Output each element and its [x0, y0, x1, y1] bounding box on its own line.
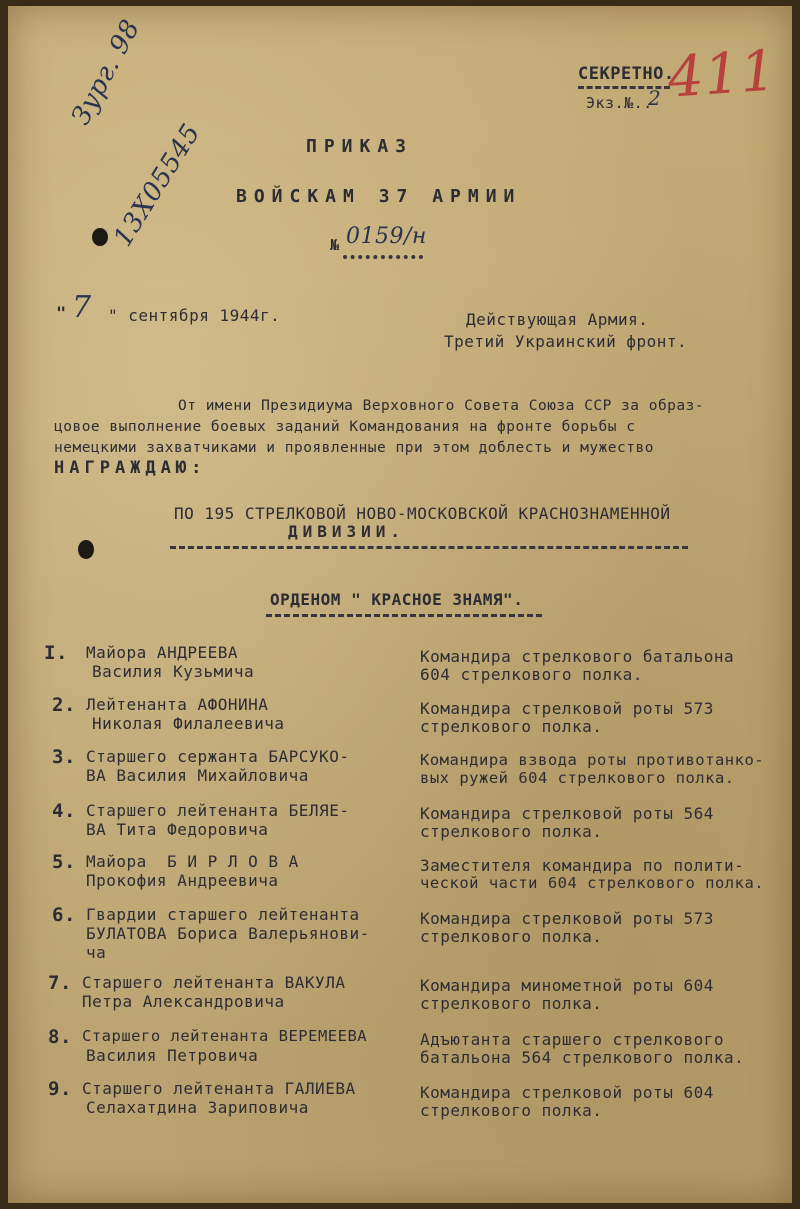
awardee-position-cont: стрелкового полка. — [420, 927, 603, 946]
awardee-position-cont: батальона 564 стрелкового полка. — [420, 1048, 745, 1067]
awardee-name-cont: ча — [86, 943, 107, 962]
awardee-name-cont: Василия Петровича — [86, 1046, 259, 1065]
division-line1: ПО 195 СТРЕЛКОВОЙ НОВО-МОСКОВСКОЙ КРАСНОЗНАМЕННОЙ — [174, 504, 671, 523]
preamble-line3: немецкими захватчиками и проявленные при этом доблесть и мужество — [54, 440, 654, 456]
awardee-name: Старшего лейтенанта БЕЛЯЕ- — [86, 801, 350, 820]
order-award-name: ОРДЕНОМ " КРАСНОЕ ЗНАМЯ". — [270, 590, 524, 609]
order-number-underline — [343, 255, 423, 259]
awardee-position: Заместителя командира по полити- — [420, 856, 745, 875]
sheet-number-handwritten: 411 — [665, 38, 779, 111]
archive-note-line1: Зург. 98 — [66, 14, 147, 131]
awardee-position: Командира стрелковой роты 573 — [420, 909, 714, 928]
awardee-number: 6. — [52, 904, 76, 926]
awardee-position-cont: вых ружей 604 стрелкового полка. — [420, 769, 735, 787]
awardee-name: Лейтенанта АФОНИНА — [86, 695, 269, 714]
awardee-name: Майора АНДРЕЕВА — [86, 643, 238, 662]
order-number-prefix: № — [330, 236, 340, 254]
title-order: ПРИКАЗ — [306, 136, 414, 157]
awardee-name-cont: Николая Филалеевича — [92, 714, 285, 733]
awardee-name-cont: БУЛАТОВА Бориса Валерьянови- — [86, 924, 370, 943]
date-open-quote: " — [56, 304, 67, 324]
awardee-name-cont: ВА Тита Федоровича — [86, 820, 269, 839]
awardee-name: Майора Б И Р Л О В А — [86, 852, 299, 871]
awardee-position: Командира стрелковой роты 564 — [420, 804, 714, 823]
awardee-number: 7. — [48, 972, 72, 994]
awardee-position: Адъютанта старшего стрелкового — [420, 1030, 724, 1049]
division-underline — [170, 546, 688, 549]
place-line1: Действующая Армия. — [466, 310, 649, 329]
awardee-position: Командира минометной роты 604 — [420, 976, 714, 995]
awardee-name-cont: ВА Василия Михайловича — [86, 766, 309, 785]
awardee-position-cont: стрелкового полка. — [420, 994, 603, 1013]
order-number-handwritten: 0159/н — [346, 224, 427, 249]
awardee-number: 2. — [52, 694, 76, 716]
awardee-position: Командира стрелковой роты 604 — [420, 1083, 714, 1102]
preamble-line2: цовое выполнение боевых заданий Командования на фронте борьбы с — [54, 419, 636, 435]
awardee-name: Гвардии старшего лейтенанта — [86, 905, 360, 924]
awardee-number: 5. — [52, 851, 76, 873]
awardee-position-cont: ческой части 604 стрелкового полка. — [420, 874, 765, 892]
awardee-position-cont: стрелкового полка. — [420, 822, 603, 841]
copy-number: Экз.№.. — [586, 94, 653, 112]
division-line2: ДИВИЗИИ. — [288, 522, 406, 541]
awardee-position: Командира стрелкового батальона — [420, 647, 735, 666]
awardee-name-cont: Петра Александровича — [82, 992, 285, 1011]
punch-hole — [92, 228, 108, 246]
awardee-position-cont: стрелкового полка. — [420, 717, 603, 736]
awardee-number: 4. — [52, 800, 76, 822]
classification-stamp: СЕКРЕТНО. — [578, 64, 675, 84]
date-day-handwritten: 7 — [72, 290, 92, 325]
preamble-award-verb: НАГРАЖДАЮ: — [54, 458, 207, 478]
date-month-year: " сентября 1944г. — [108, 306, 281, 325]
awardee-position-cont: стрелкового полка. — [420, 1101, 603, 1120]
awardee-name-cont: Селахатдина Зариповича — [86, 1098, 309, 1117]
awardee-number: I. — [44, 642, 68, 664]
awardee-position: Командира стрелковой роты 573 — [420, 699, 714, 718]
title-army: ВОЙСКАМ 37 АРМИИ — [236, 186, 522, 207]
punch-hole — [78, 540, 94, 559]
awardee-number: 9. — [48, 1078, 72, 1100]
awardee-name: Старшего сержанта БАРСУКО- — [86, 747, 350, 766]
document-page — [8, 6, 792, 1203]
place-line2: Третий Украинский фронт. — [444, 332, 688, 351]
order-award-underline — [266, 614, 542, 617]
awardee-name-cont: Прокофия Андреевича — [86, 871, 279, 890]
awardee-name-cont: Василия Кузьмича — [92, 662, 255, 681]
copy-number-handwritten: 2 — [648, 86, 662, 110]
awardee-number: 8. — [48, 1026, 72, 1048]
awardee-name: Старшего лейтенанта ВЕРЕМЕЕВА — [82, 1027, 368, 1045]
awardee-name: Старшего лейтенанта ВАКУЛА — [82, 973, 346, 992]
archive-note-line2: 13Х05545 — [108, 118, 207, 252]
awardee-position-cont: 604 стрелкового полка. — [420, 665, 643, 684]
awardee-position: Командира взвода роты противотанко- — [420, 751, 765, 769]
awardee-name: Старшего лейтенанта ГАЛИЕВА — [82, 1079, 356, 1098]
preamble-line1: От имени Президиума Верховного Совета Союза ССР за образ- — [178, 398, 705, 414]
awardee-number: 3. — [52, 746, 76, 768]
